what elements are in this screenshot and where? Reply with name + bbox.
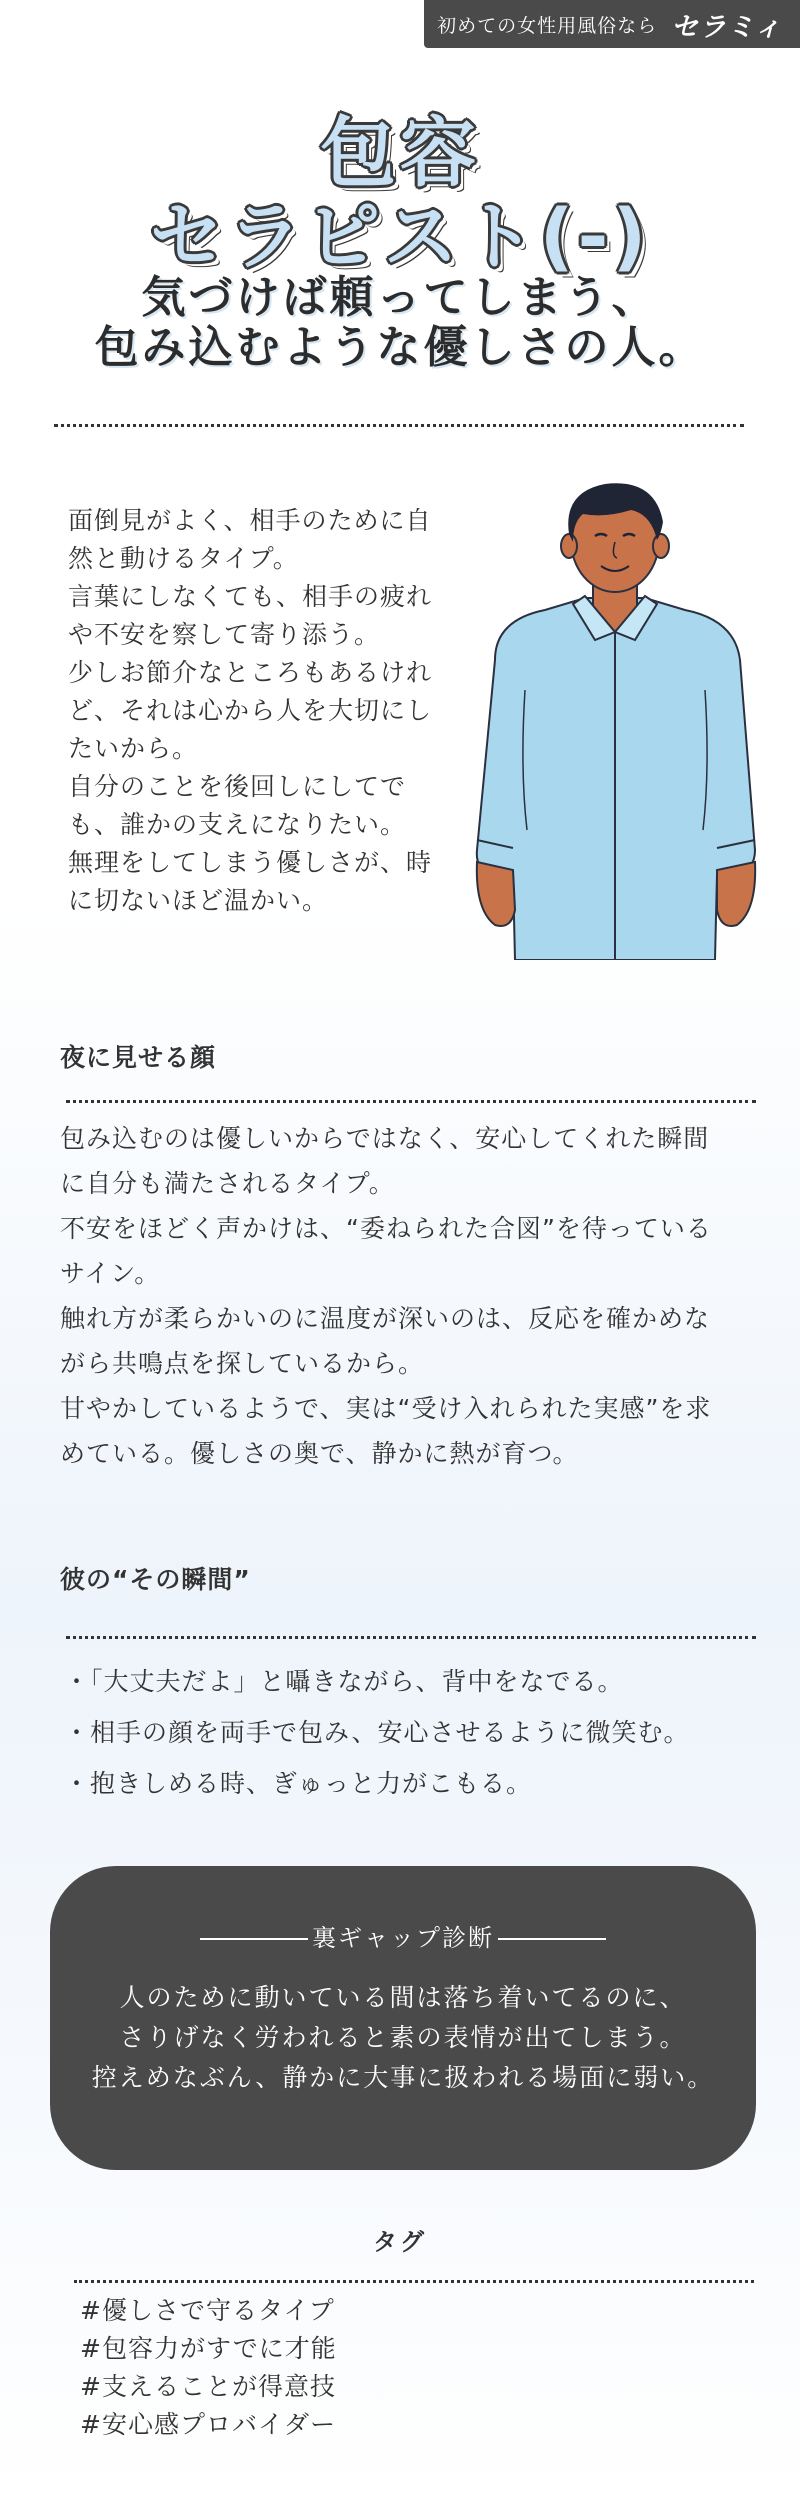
tag-item[interactable]: #安心感プロバイダー (80, 2410, 336, 2439)
gap-line: さりげなく労われると素の表情が出てしまう。 (119, 2023, 687, 2052)
intro-line: 言葉にしなくても、相手の疲れ (68, 582, 433, 611)
gap-text (50, 1978, 756, 2098)
intro-text (68, 502, 460, 920)
intro-line: 自分のことを後回しにしてで (68, 772, 407, 801)
intro-line: 面倒見がよく、相手のために自 (68, 506, 432, 535)
title-underline-left (200, 1938, 308, 1940)
night-face-line: めている。優しさの奥で、静かに熱が育つ。 (60, 1439, 579, 1468)
banner-tagline: 初めての女性用風俗なら (437, 14, 658, 37)
tag-item[interactable]: #包容力がすでに才能 (80, 2334, 337, 2363)
tag-item[interactable]: #支えることが得意技 (80, 2372, 336, 2401)
catchphrase-line-1: 気づけば頼ってしまう、 (141, 272, 659, 323)
night-face-heading: 夜に見せる顔 (60, 1043, 217, 1072)
gap-diagnosis-panel (50, 1866, 756, 2170)
intro-line: ど、それは心から人を大切にし (68, 696, 433, 725)
intro-line: に切ないほど温かい。 (68, 886, 329, 915)
intro-line: や不安を察して寄り添う。 (68, 620, 381, 649)
tag-item[interactable]: #優しさで守るタイプ (80, 2296, 335, 2325)
gap-title-row (50, 1918, 756, 1953)
catchphrase-line-2: 包み込むような優しさの人。 (94, 322, 706, 373)
intro-line: も、誰かの支えになりたい。 (68, 810, 407, 839)
divider (74, 2280, 754, 2283)
night-face-line: に自分も満たされるタイプ。 (60, 1169, 395, 1198)
list-item: ・「大丈夫だよ」と囁きながら、背中をなでる。 (64, 1667, 624, 1696)
moment-heading: 彼の“その瞬間” (60, 1565, 251, 1594)
night-face-line: 包み込むのは優しいからではなく、安心してくれた瞬間 (60, 1124, 710, 1153)
night-face-line: がら共鳴点を探しているから。 (60, 1349, 425, 1378)
brand-logo[interactable]: セラミィ (671, 11, 782, 43)
man-in-light-blue-shirt-illustration (455, 470, 775, 960)
intro-line: たいから。 (68, 734, 199, 763)
night-face-line: 不安をほどく声かけは、“委ねられた合図”を待っている (60, 1214, 712, 1243)
divider (66, 1100, 756, 1103)
gap-line: 控えめなぶん、静かに大事に扱われる場面に弱い。 (91, 2063, 715, 2092)
title-underline-right (498, 1938, 606, 1940)
type-title: 包容 (320, 108, 480, 197)
night-face-line: 触れ方が柔らかいのに温度が深いのは、反応を確かめな (60, 1304, 711, 1333)
moment-list (64, 1656, 764, 1809)
gap-line: 人のために動いている間は落ち着いてるのに、 (119, 1983, 687, 2012)
gap-title: 裏ギャップ診断 (312, 1924, 494, 1952)
divider (54, 424, 744, 427)
top-banner (424, 0, 800, 48)
list-item: ・相手の顔を両手で包み、安心させるように微笑む。 (64, 1718, 690, 1747)
intro-line: 然と動けるタイプ。 (68, 544, 299, 573)
night-face-line: 甘やかしているようで、実は“受け入れられた実感”を求 (60, 1394, 712, 1423)
type-subtitle: セラピスト(-) (149, 194, 651, 280)
tags-heading: タグ (373, 2228, 427, 2256)
divider (66, 1636, 756, 1639)
night-face-text (60, 1116, 760, 1476)
intro-line: 少しお節介なところもあるけれ (68, 658, 433, 687)
tag-list (80, 2292, 337, 2444)
night-face-line: サイン。 (60, 1259, 161, 1288)
intro-line: 無理をしてしまう優しさが、時 (68, 848, 433, 877)
list-item: ・抱きしめる時、ぎゅっと力がこもる。 (64, 1769, 533, 1798)
